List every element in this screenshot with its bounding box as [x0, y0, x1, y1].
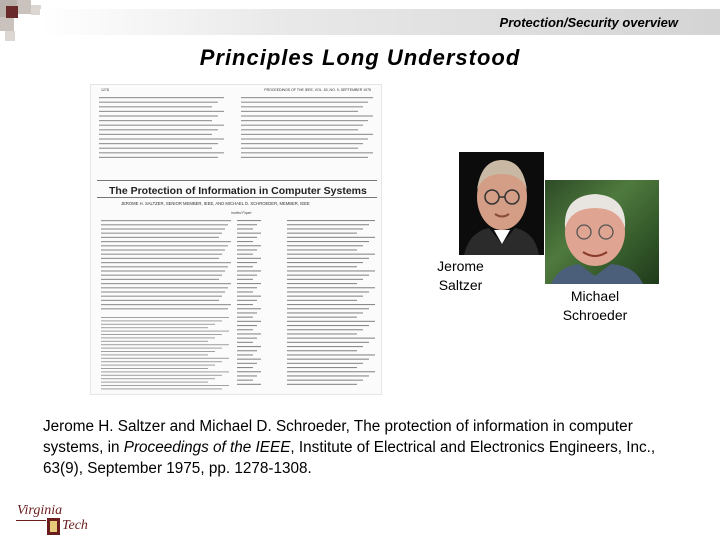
paper-text-line	[99, 152, 224, 153]
paper-text-line	[287, 241, 369, 242]
paper-text-line	[237, 342, 253, 343]
paper-text-line	[101, 304, 231, 305]
paper-text-line	[101, 317, 229, 318]
logo-tech: Tech	[62, 518, 88, 533]
paper-text-line	[237, 300, 257, 301]
paper-text-line	[287, 333, 357, 334]
logo-virginia: Virginia	[17, 503, 63, 518]
paper-text-line	[287, 296, 363, 297]
paper-text-line	[237, 304, 253, 305]
paper-text-line	[99, 111, 224, 112]
corner-square-accent	[6, 6, 18, 18]
paper-text-line	[241, 129, 358, 130]
paper-text-line	[287, 380, 363, 381]
paper-text-line	[237, 296, 261, 297]
paper-text-line	[287, 262, 363, 263]
paper-text-line	[237, 375, 257, 376]
paper-text-line	[287, 308, 369, 309]
photo-jerome-saltzer	[459, 152, 544, 255]
paper-text-line	[287, 338, 375, 339]
paper-text-line	[237, 270, 261, 271]
paper-text-line	[101, 354, 208, 355]
paper-text-line	[101, 287, 228, 288]
paper-text-line	[287, 359, 369, 360]
paper-text-line	[101, 291, 225, 292]
caption-michael-schroeder: Michael Schroeder	[562, 288, 628, 323]
paper-text-line	[101, 371, 229, 372]
paper-text-line	[287, 287, 375, 288]
paper-text-line	[237, 363, 257, 364]
paper-text-line	[237, 338, 257, 339]
paper-text-line	[237, 287, 257, 288]
paper-text-line	[101, 262, 231, 263]
paper-text-line	[237, 333, 261, 334]
paper-text-line	[101, 266, 228, 267]
paper-text-line	[101, 385, 229, 386]
paper-text-line	[287, 233, 357, 234]
paper-text-line	[241, 102, 368, 103]
paper-text-line	[287, 283, 357, 284]
paper-text-line	[241, 134, 373, 135]
paper-text-line	[287, 342, 369, 343]
paper-text-line	[237, 224, 257, 225]
paper-text-line	[287, 249, 357, 250]
paper-text-line	[101, 365, 215, 366]
paper-text-line	[99, 120, 212, 121]
paper-text-line	[237, 241, 253, 242]
paper-text-line	[287, 367, 357, 368]
paper-text-line	[101, 331, 229, 332]
paper-text-line	[287, 354, 375, 355]
paper-text-line	[287, 237, 375, 238]
paper-text-line	[241, 120, 368, 121]
paper-text-line	[241, 138, 368, 139]
corner-square	[0, 17, 14, 31]
paper-text-line	[237, 321, 261, 322]
paper-text-line	[101, 296, 222, 297]
paper-text-line	[101, 388, 222, 389]
paper-text-line	[99, 115, 218, 116]
header-text: Protection/Security overview	[499, 15, 678, 30]
paper-text-line	[101, 279, 219, 280]
paper-text-line	[237, 312, 257, 313]
paper-text-line	[97, 197, 377, 198]
paper-text-line	[287, 304, 375, 305]
paper-text-line	[237, 329, 253, 330]
paper-text-line	[101, 241, 231, 242]
paper-text-line	[99, 125, 224, 126]
paper-text-line	[287, 317, 357, 318]
paper-text-line	[241, 143, 363, 144]
paper-text-line	[237, 317, 253, 318]
paper-text-line	[99, 143, 218, 144]
paper-text-line	[287, 375, 369, 376]
paper-text-line	[237, 384, 261, 385]
citation-post: , Institute of Electrical and Electronics Engineers, Inc., 63(9), September 1975, pp. 1278-1308.	[43, 439, 656, 477]
paper-text-line	[101, 378, 215, 379]
paper-text-line	[287, 346, 363, 347]
paper-text-line	[237, 354, 253, 355]
paper-text-line	[101, 228, 225, 229]
paper-text-line	[287, 312, 363, 313]
paper-text-line	[287, 363, 363, 364]
paper-text-line	[287, 350, 357, 351]
paper-text-line	[101, 270, 225, 271]
paper-text-line	[99, 148, 212, 149]
paper-text-line	[101, 300, 219, 301]
paper-text-line	[237, 275, 257, 276]
paper-text-line	[287, 384, 357, 385]
paper-text-line	[99, 129, 218, 130]
paper-text-line	[287, 228, 363, 229]
paper-text-line	[287, 258, 369, 259]
paper-text-line	[237, 380, 253, 381]
logo-rule	[16, 520, 46, 521]
paper-text-lines	[91, 85, 382, 395]
paper-text-line	[287, 371, 375, 372]
paper-text-line	[101, 258, 219, 259]
paper-text-line	[287, 270, 375, 271]
paper-text-line	[237, 371, 261, 372]
paper-text-line	[101, 224, 228, 225]
paper-text-line	[101, 334, 222, 335]
corner-square	[5, 31, 15, 41]
paper-text-line	[287, 291, 369, 292]
paper-text-line	[287, 266, 357, 267]
paper-text-line	[241, 106, 363, 107]
paper-authors: JEROME H. SALTZER, SENIOR MEMBER, IEEE, AND MICHAEL D. SCHROEDER, MEMBER, IEEE	[121, 201, 310, 206]
paper-text-line	[101, 249, 225, 250]
paper-text-line	[237, 254, 253, 255]
citation-pre: Jerome H. Saltzer and Michael D. Schroeder, The protection of information in computer systems, in	[43, 418, 633, 456]
paper-text-line	[99, 134, 212, 135]
paper-text-line	[101, 348, 222, 349]
paper-text-line	[101, 382, 208, 383]
paper-text-line	[101, 341, 208, 342]
paper-text-line	[101, 361, 222, 362]
paper-text-line	[99, 97, 224, 98]
paper-text-line	[287, 254, 375, 255]
citation-text	[43, 416, 683, 479]
paper-text-line	[287, 224, 369, 225]
paper-text-line	[101, 254, 222, 255]
citation-journal: Proceedings of the IEEE	[123, 439, 291, 456]
paper-text-line	[241, 111, 358, 112]
paper-text-line	[101, 320, 222, 321]
paper-text-line	[99, 157, 218, 158]
paper-text-line	[237, 258, 261, 259]
paper-text-line	[99, 106, 212, 107]
paper-text-line	[101, 358, 229, 359]
caption-jerome-saltzer: Jerome Saltzer	[437, 258, 484, 293]
slide-title: Principles Long Understood	[199, 45, 521, 70]
paper-text-line	[241, 152, 373, 153]
photo-michael-schroeder	[545, 180, 659, 284]
paper-text-line	[101, 337, 215, 338]
paper-text-line	[101, 275, 222, 276]
paper-text-line	[237, 220, 261, 221]
virginia-tech-logo	[16, 503, 102, 540]
paper-text-line	[101, 324, 215, 325]
paper-text-line	[241, 148, 358, 149]
paper-text-line	[237, 262, 257, 263]
paper-text-line	[241, 115, 373, 116]
paper-text-line	[287, 220, 375, 221]
paper-text-line	[287, 321, 375, 322]
paper-text-line	[237, 237, 257, 238]
paper-text-line	[101, 368, 208, 369]
paper-first-page-image	[90, 84, 382, 395]
paper-text-line	[99, 138, 224, 139]
paper-text-line	[99, 102, 218, 103]
paper-text-line	[237, 346, 261, 347]
paper-text-line	[287, 275, 369, 276]
paper-text-line	[287, 279, 363, 280]
paper-text-line	[101, 237, 219, 238]
paper-text-line	[241, 157, 368, 158]
paper-page-number: 1278	[101, 88, 109, 92]
paper-text-line	[237, 359, 261, 360]
paper-text-line	[237, 367, 253, 368]
logo-emblem	[47, 518, 60, 535]
corner-square	[17, 0, 31, 14]
paper-text-line	[101, 245, 228, 246]
paper-text-line	[101, 283, 231, 284]
paper-text-line	[241, 97, 373, 98]
paper-text-line	[101, 308, 228, 309]
paper-text-line	[101, 327, 208, 328]
paper-text-line	[237, 350, 257, 351]
paper-text-line	[237, 245, 261, 246]
paper-text-line	[237, 325, 257, 326]
paper-text-line	[97, 180, 377, 181]
paper-journal-header: PROCEEDINGS OF THE IEEE, VOL. 63, NO. 9, SEPTEMBER 1975	[264, 88, 371, 92]
paper-text-line	[237, 279, 253, 280]
paper-text-line	[101, 375, 222, 376]
paper-text-line	[237, 283, 261, 284]
paper-text-line	[237, 266, 253, 267]
paper-text-line	[237, 228, 253, 229]
paper-note: Invited Paper	[231, 211, 252, 215]
paper-text-line	[101, 344, 229, 345]
paper-text-line	[241, 125, 363, 126]
paper-title: The Protection of Information in Computer Systems	[109, 185, 367, 197]
paper-text-line	[237, 308, 261, 309]
paper-text-line	[101, 351, 215, 352]
paper-text-line	[237, 249, 257, 250]
paper-text-line	[101, 220, 231, 221]
paper-text-line	[101, 233, 222, 234]
paper-text-line	[287, 245, 363, 246]
paper-text-line	[237, 291, 253, 292]
paper-text-line	[287, 300, 357, 301]
paper-text-line	[287, 329, 363, 330]
paper-text-line	[287, 325, 369, 326]
paper-text-line	[237, 233, 261, 234]
